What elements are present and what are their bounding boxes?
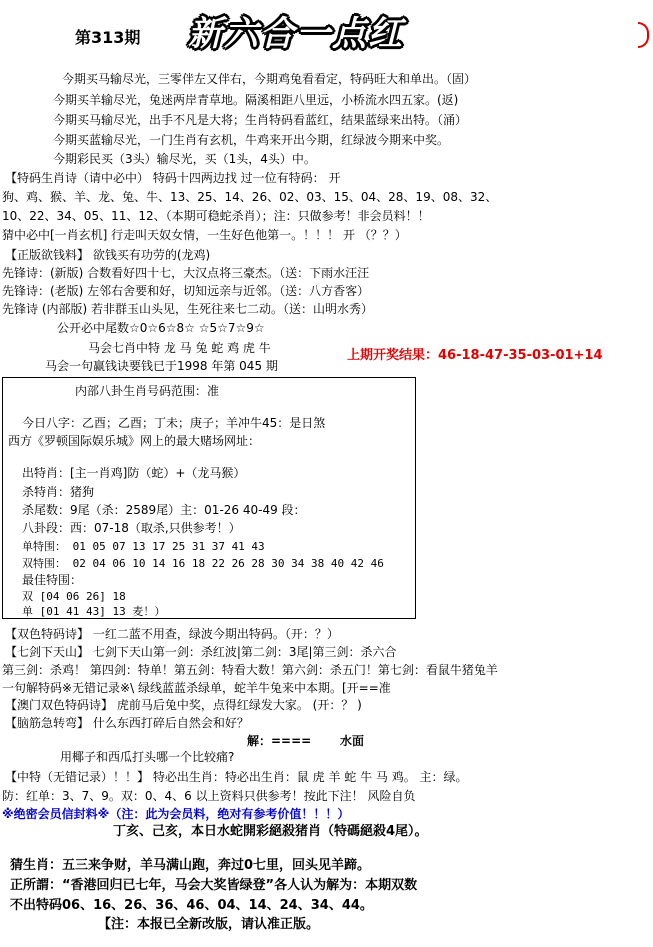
win-tip: 马会一句赢钱诀要钱已于1998 年第 045 期 (45, 359, 278, 373)
special-list: 狗、鸡、猴、羊、龙、兔、牛、13、25、14、26、02、03、15、04、28、19、08、32、 (2, 190, 498, 204)
bazi-line: 今日八字：乙酉；乙酉；丁未；庚子；羊冲牛45：是日煞 (22, 416, 326, 430)
last-result-numbers: 46-18-47-35-03-01+14 (438, 348, 603, 363)
defense-line: 防：红单：3、7、9。双：0、4、6 以上资料只供参考！按此下注！ 风险自负 (2, 789, 416, 803)
riddle-question: 用椰子和西瓜打头哪一个比较痛? (60, 750, 235, 764)
best-range-label: 最佳特围： (22, 573, 83, 587)
poem-line: 今期买羊输尽光，兔迷两岸青草地。隔溪相距八里远，小桥流水四五家。(返) (53, 93, 459, 107)
poem-line: 今期彩民买（3头）输尽光，买（1头，4头）中。 (53, 152, 316, 166)
kill-zodiac-line: 杀特肖：猪狗 (22, 485, 95, 499)
last-result (347, 348, 603, 363)
kill-tail-line: 杀尾数：9尾（杀：2589尾）主：01-26 40-49 段： (22, 503, 306, 517)
best-double: 双 [04 06 26] 18 (22, 590, 126, 603)
issue-number: 第313期 (75, 28, 141, 47)
formal-header: 【正版欲钱料】 欲钱买有功劳的(龙鸡) (5, 248, 211, 262)
special-header: 【特码生肖诗（请中必中） 特码十四两边找 过一位有特码： 开 (5, 171, 341, 185)
pioneer-poem: 先锋诗 (内部版) 若非群玉山头见，生死往来七二动。（送：山明水秀） (2, 302, 373, 316)
pioneer-poem: 先锋诗：(老版) 左邻右舍要和好，切知远亲与近邻。（送：八方香客） (2, 284, 370, 298)
notice: 【注：本报已全新改版，请认准正版。 (98, 917, 320, 932)
best-single: 单 [01 41 43] 13 麦！） (22, 605, 166, 618)
last-result-label: 上期开奖结果： (347, 348, 439, 363)
box-title: 内部八卦生肖号码范围：准 (75, 384, 220, 398)
double-range: 双特围： 02 04 06 10 14 16 18 22 26 28 30 34 38 40 42 46 (22, 557, 384, 570)
seven-swords: 【七剑下天山】 七剑下天山第一剑：杀红波|第二剑：3尾|第三剑：杀六合 (5, 645, 397, 659)
single-range: 单特围： 01 05 07 13 17 25 31 37 41 43 (22, 540, 265, 553)
zhongte-line: 【中特（无错记录）！！】 特必出生肖：特必出生肖：鼠 虎 羊 蛇 牛 马 鸡。 主：绿。 (5, 770, 468, 784)
guess-zodiac: 猜生肖：五三来争财，羊马满山跑，奔过0七里，回头见羊蹄。 (10, 858, 371, 873)
riddle-answer-label: 解：==== (247, 734, 312, 748)
macau-poem: 【澳门双色特码诗】 虎前马后兔中奖，点得红绿发大家。 (开：？ ) (5, 698, 362, 712)
chute-line: 出特肖：[主一肖鸡]防（蛇）+（龙马猴） (22, 466, 246, 480)
bagua-line: 八卦段：西：07-18（取杀,只供参考！） (22, 521, 241, 535)
vip-line: ※绝密会员信封料※（注：此为会员料，绝对有参考价值！！！） (2, 807, 350, 821)
special-riddle: 猜中必中[一肖玄机] 行走叫天奴女情，一生好色他第一。！！！ 开 （？？） (2, 228, 407, 242)
riddle-answer: 水面 (340, 734, 365, 748)
site-line: 西方《罗顿国际娱乐城》网上的最大赌场网址： (8, 434, 261, 448)
seven-zodiac: 马会七肖中特 龙 马 兔 蛇 鸡 虎 牛 (88, 341, 271, 355)
pioneer-poem: 先锋诗：(新版) 合数看好四十七，大汉点将三豪杰。（送：下雨水汪汪 (2, 266, 370, 280)
interpretation: 正所謂：“香港回归已七年，马会大奖皆绿登”各人认为解为：本期双数 (10, 878, 418, 893)
no-exit-numbers: 不出特码06、16、26、36、46、04、14、24、34、44。 (10, 898, 373, 913)
red-bracket-mark (638, 22, 649, 48)
poem-line: 今期买马输尽光，三零伴左又伴右，今期鸡兔看看定，特码旺大和单出。（固） (62, 72, 477, 86)
two-color-poem: 【双色特码诗】 一红二蓝不用查，绿波今期出特码。（开：？） (5, 627, 339, 641)
brain-teaser: 【脑筋急转弯】 什么东西打碎后自然会和好？ (5, 716, 249, 730)
poem-line: 今期买马输尽光，出手不凡是大将；生肖特码看蓝红，结果蓝绿来出特。（涌） (53, 113, 468, 127)
seven-swords-cont: 第三剑：杀鸡！ 第四剑：特单！第五剑：特看大数！第六剑：杀五门！第七剑：看鼠牛猪兔羊 (2, 663, 498, 677)
today-note: 丁亥、己亥，本日水蛇開彩絕殺猪肖（特碼絕殺4尾）。 (113, 824, 428, 839)
poem-line: 今期买蓝输尽光，一门生肖有玄机，牛鸡来开出今期，红绿波今期来中奖。 (53, 133, 450, 147)
special-list: 10、22、34、05、11、12、（本期可稳蛇杀肖）；注：只做参考！非会员料！！ (2, 209, 430, 223)
one-line-tip: 一句解特码※无错记录※\ 绿线蓝蓝杀绿单，蛇羊牛兔来中本期。[开==准 (2, 681, 391, 695)
page-title: 新六合一点红 (188, 14, 404, 54)
tail-numbers: 公开必中尾数☆0☆6☆8☆ ☆5☆7☆9☆ (57, 321, 265, 335)
